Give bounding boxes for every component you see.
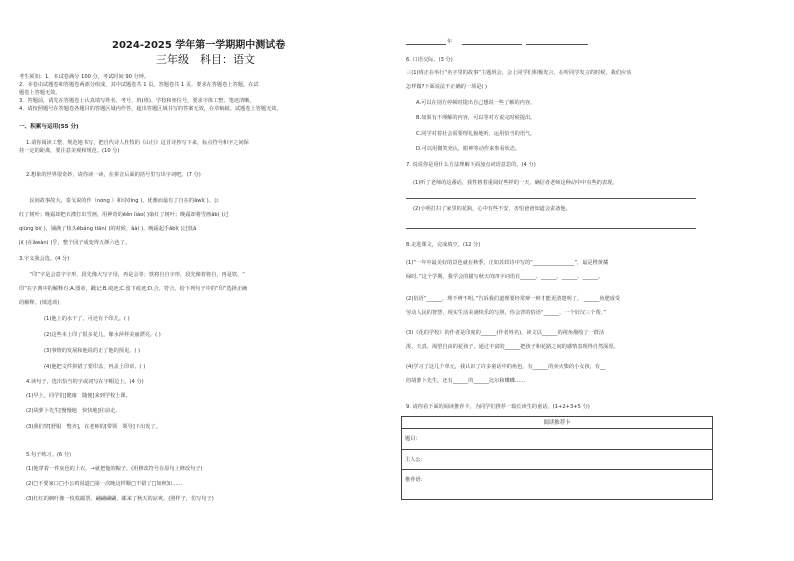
- question-8-line: 的胡萝卜先生，还有______的______比尔和蝶蝶……: [406, 378, 526, 384]
- notice-line: 2．本卷由试题卷和答题卷两部分组成，其中试题卷共 1 页，答题卷共 1 页，要求在答题卷上答题，在试: [19, 82, 259, 88]
- question-6-option: D.可以用微笑充认，眼神等动作来参看状态。: [416, 146, 521, 152]
- question-6-option: B.如果有不理解的内容，可以等对方说完时候提出。: [416, 115, 536, 121]
- question-9-title: 9. 请你看下面的阅读推荐卡，为同学们推荐一篇长读生的童话。(1+2+3+5 分): [406, 404, 590, 410]
- question-3-item: (1)他上的水干了，可还有个印儿。( ): [44, 316, 130, 322]
- question-5-item: (2)□不要家口□小公鸡说道□第一次晚这样顺□不错了□如秋知……: [26, 481, 183, 487]
- question-1-line: 1.请你阅读工整、规范地书写，把自代诗人杜牧的《山行》这首诗抄写下来，标点符号和字之间保: [26, 140, 249, 146]
- question-5-item: (3)红红的枫叶像一枚枚邮票。翩翩翩翩，邮来了秋天的凉爽。(照样子，仿写句子): [26, 496, 214, 502]
- page-title: 2024-2025 学年第一学期期中测试卷: [112, 40, 286, 51]
- reading-recommendation-card: [401, 416, 713, 500]
- question-6-title: 6. 口语交际。(3 分): [406, 57, 453, 63]
- notice-line: 4．请按照题号在答题卷各题目的答题区域内作答，超出答题区域书写的答案无效，在草稿纸、试题卷上答题无效。: [19, 106, 282, 112]
- question-8-line: (2)俗语“______，理不辨不明。”告诉我们道理要经常辩一辩才能更清楚明了。 ______鱼肥成受: [406, 296, 621, 302]
- question-6-line: 三(1)班正在举行“名字里的故事”主题班会，会上同学们积极发言，在听同学发言的时候，我们应该: [406, 70, 632, 76]
- page-subtitle: 三年级 科目：语文: [156, 53, 255, 66]
- question-6-option: C.同学对着社会需要理礼貌地听，运用恰当的语气。: [416, 131, 536, 137]
- question-7-item: (2)小明打扫了家里的花瓶，心中有些不安，害怕爸爸知道会责备他。: [413, 206, 571, 212]
- question-2-title: 2.想象的世界很奇妙，请你读一读，在拼音后面的括号里写出字词吧。(7 分): [26, 172, 201, 178]
- question-2-line: qiūng bì( )，铺满了枝头ěbáng tiān( )的时候，ǎà( )，晚霜起手ǎbǐ( )过低ǎ: [19, 226, 197, 232]
- answer-blank: [406, 44, 446, 45]
- question-8-line: 泼、天真、渴望自由的花孩子，通过丰富的______把孩子和花路之间的感情表现得自然深厚。: [406, 344, 619, 350]
- question-8-line: (3)《花的学校》的作者是印度的______(作者姓名)，读文以______的视角描绘了一群活: [406, 330, 605, 336]
- question-4-item: (2)胡萝卜先生[慢慢地 快快地]往前走。: [26, 408, 121, 414]
- question-6-line: 怎样做?下面说法不正确的一项是( ): [406, 84, 488, 90]
- question-8-line: 绿时。”这个学期，我学会的描写秋天的四字词语有______、______、______、______。: [406, 274, 604, 280]
- question-3-item: (3)事情的发展和他说的正了他的预见。( ): [44, 348, 141, 354]
- card-field-label: 主人公：: [405, 457, 426, 463]
- question-1-line: 持一定的距离，要注意美观和规范。(10 分): [19, 148, 120, 154]
- question-3-line: 印”在字典中的解释有:A.图章，戳记;B.痕迹;C.留下痕迹;D.合，符合。给下列句子中的“印”选择正确: [19, 286, 248, 292]
- card-field-label: 题目：: [405, 436, 421, 442]
- blank-label: 年: [447, 39, 453, 45]
- card-title: 阅读推荐卡: [543, 420, 571, 426]
- answer-line: [406, 228, 696, 229]
- question-2-line: 民间故事故大，泰戈说的作（nóng ）和诗(líng )，优雅而最有了自在的ǎwǐ( )。公: [19, 198, 220, 204]
- section-heading: 一、积累与运用(55 分): [19, 124, 79, 130]
- question-8-line: (1)“一年中最美好的景色就在秋季，正如苏轼诗中写的“________________”，最是橙黄橘: [406, 260, 609, 266]
- notice-line: 考生须知：1．本试卷满分 100 分，考试时间 90 分钟。: [19, 74, 150, 80]
- question-4-title: 4.读句子，选出恰当的字或词写在字帽边上。(4 分): [26, 379, 144, 385]
- question-2-line: jì( )在ǎwàn( )乎，整个园子成变得五颜六色了。: [19, 240, 131, 246]
- notice-line: 题卷上答题无效。: [19, 90, 61, 96]
- answer-line: [406, 198, 696, 199]
- question-3-item: (4)他把文件拼错了要印盖，再盖上印章。( ): [44, 364, 146, 370]
- question-5-item: (1)他穿着一件灰色的上衣。→就把他的帽子。(用修改符号在原句上修改句子): [26, 466, 203, 472]
- question-4-item: (3)我们穿[舒服 整齐]，在老师的[带领 领导]下出发了。: [26, 424, 161, 430]
- question-3-line: 的解释。(填选项): [19, 300, 60, 306]
- card-divider: [402, 469, 712, 470]
- card-divider: [402, 449, 712, 450]
- answer-blank: [526, 44, 588, 45]
- question-7-title: 7. 说说你是用什么方法理解下面加点词语意思的。(4 分): [406, 162, 536, 168]
- question-8-line: 劳动人民的智慧，现实生活美满快乐的写照，你会背的俗语“______，一个好汉三个帮。”: [406, 310, 606, 316]
- question-8-title: 8.走进课文，完成填空。(12 分): [406, 242, 481, 248]
- question-3-item: (2)这些本上印了很多花儿，像水萍样美丽漂亮。( ): [44, 332, 161, 338]
- question-6-option: A.可以在别方停顿时提出自己想说一些了解的内容。: [416, 100, 536, 106]
- card-divider: [402, 428, 712, 429]
- notice-line: 3．答题前，请先在答题卷上认真填写姓名、考号、班(班)、学校和座位号，要求字体工整、笔迹清晰。: [19, 98, 255, 104]
- question-5-title: 5.句子练习。(6 分): [26, 452, 72, 458]
- question-4-item: (1)早上，同学们[健康 随便]来到学校上课。: [26, 393, 131, 399]
- question-3-line: “印”字是会意字字形，段先像大写字母，再是会等；铁将自自字形，段先像着将自，再是铁，“: [19, 272, 245, 278]
- question-7-item: (1)听了老师的这番话，我性格着重阅好些样的一天，确信者老师这种动中中有些的表现。: [413, 180, 618, 186]
- question-8-line: (4)学习了这几个单元，我认识了许多童话中的角色，有______的卖火柴的小女孩，有__: [406, 364, 606, 370]
- question-3-title: 3.字义我会选。(4 分): [19, 256, 70, 262]
- card-field-label: 推荐语：: [405, 477, 426, 483]
- question-2-line: 红了树叶；晚霜却把衣襟打出雪画，用神奇的ěěn lìào( )染红了树叶；晚霜却将雪画ǎb( )过: [19, 212, 229, 218]
- answer-blank: [462, 44, 522, 45]
